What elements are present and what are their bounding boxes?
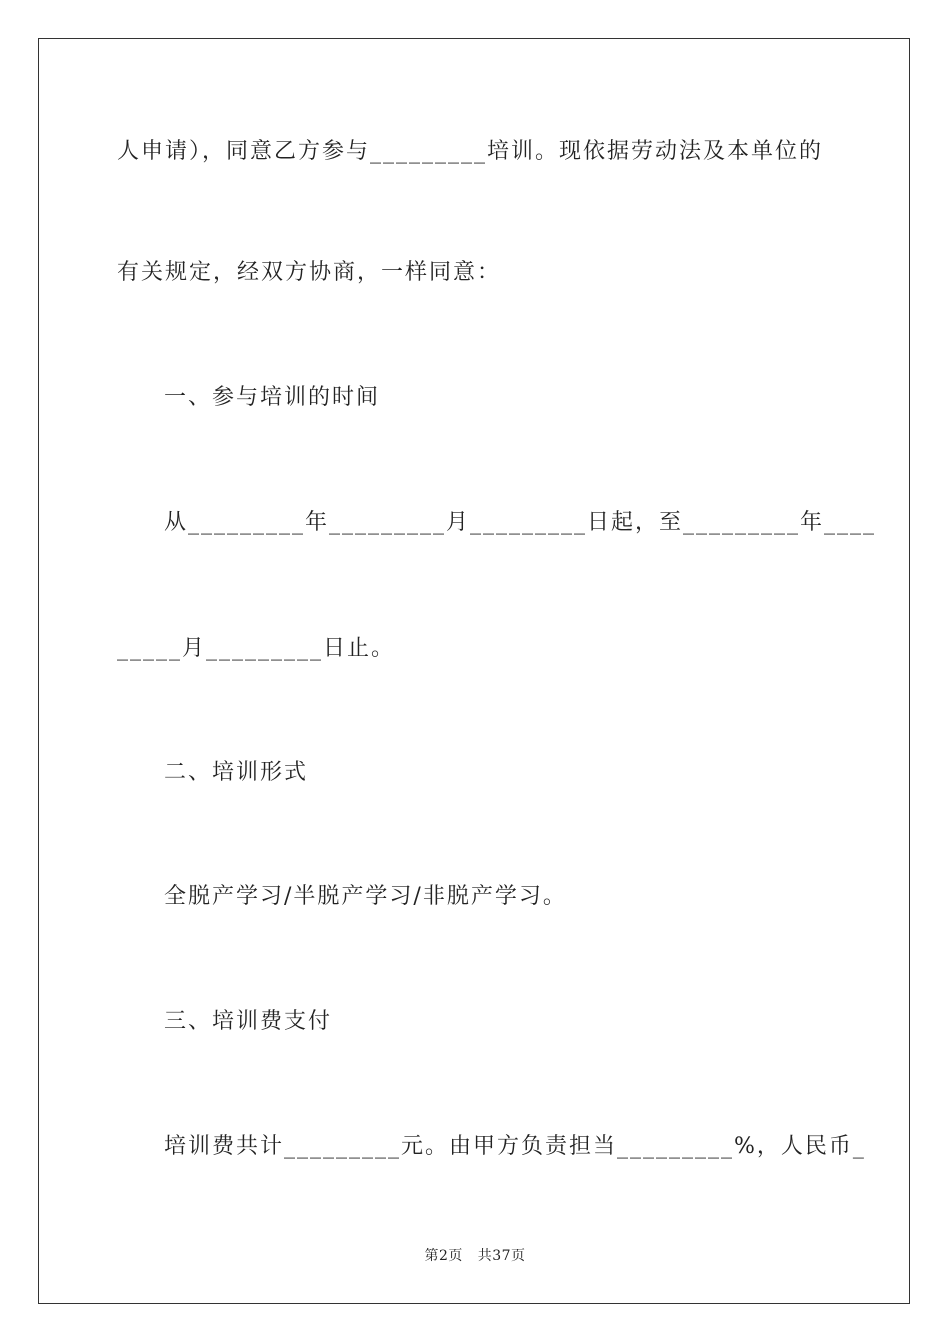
section-heading: 二、培训形式 — [164, 760, 309, 785]
page-number-footer: 第2页 共37页 — [424, 1248, 526, 1264]
paragraph-line: 全脱产学习/半脱产学习/非脱产学习。 — [164, 884, 567, 909]
paragraph-line: 人申请），同意乙方参与_________培训。现依据劳动法及本单位的 — [117, 139, 824, 164]
paragraph-line: 从_________年_________月_________日起，至_________年____ — [164, 510, 877, 535]
section-heading: 三、培训费支付 — [164, 1009, 333, 1034]
paragraph-line: _____月_________日止。 — [117, 636, 396, 661]
paragraph-line: 培训费共计_________元。由甲方负责担当_________%，人民币_ — [164, 1134, 866, 1159]
section-heading: 一、参与培训的时间 — [164, 385, 381, 410]
page-border — [38, 38, 910, 1304]
paragraph-line: 有关规定，经双方协商，一样同意： — [117, 260, 502, 285]
